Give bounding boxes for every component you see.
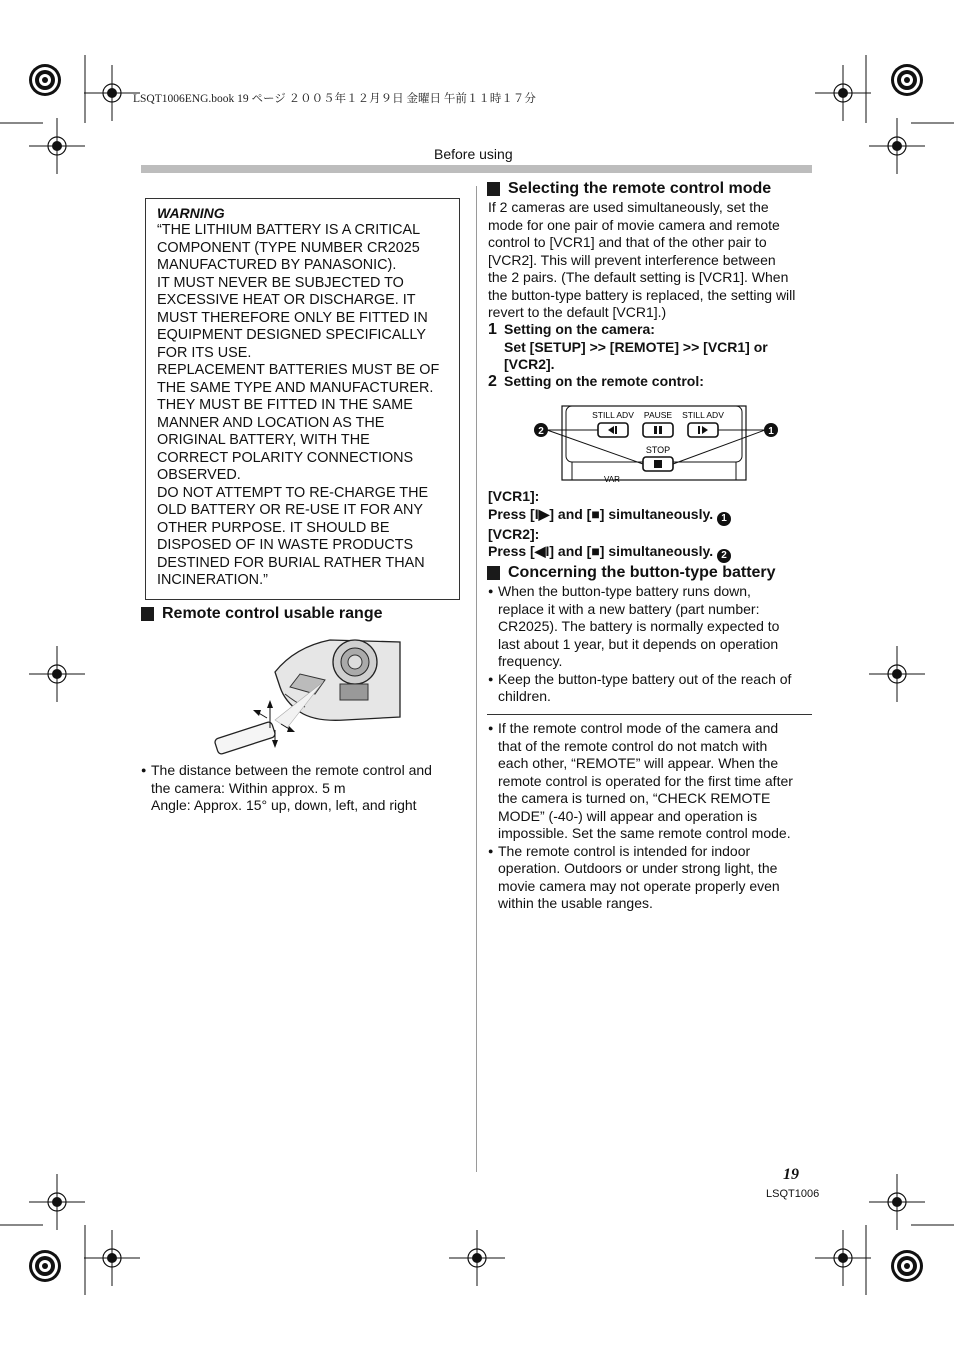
stop-icon xyxy=(654,460,662,468)
mode-heading xyxy=(487,180,771,198)
text-line: movie camera may not operate properly even xyxy=(498,877,780,894)
warning-line: MANUFACTURED BY PANASONIC). xyxy=(157,257,397,273)
text-line: If 2 cameras are used simultaneously, set the xyxy=(488,199,769,215)
mode-intro xyxy=(488,199,813,322)
page-number: 19 xyxy=(783,1166,799,1183)
text-line: replace it with a new battery (part number: xyxy=(498,600,760,617)
text-line: remote control is operated for the first time after xyxy=(498,772,793,789)
text-line: MODE” (-40-) will appear and operation is xyxy=(498,807,758,824)
text-line: the camera: Within approx. 5 m xyxy=(151,779,346,796)
list-item xyxy=(488,671,813,706)
text-line: operation. Outdoors or under strong light, the xyxy=(498,860,778,876)
text-line: Setting on the remote control: xyxy=(504,373,704,389)
usable-range-bullet xyxy=(141,762,461,815)
usable-range-heading xyxy=(141,605,383,623)
battery-heading-text: Concerning the button-type battery xyxy=(508,564,776,581)
section-label: Before using xyxy=(434,146,513,162)
step-number: 2 xyxy=(488,373,497,390)
text-line: children. xyxy=(498,688,551,704)
warning-line: MANNER AND LOCATION AS THE xyxy=(157,414,385,431)
vcr2-press-text: Press [◀I] and [■] simultaneously. xyxy=(488,543,714,559)
vcr1-instruction xyxy=(488,506,731,526)
warning-line: THEY MUST BE FITTED IN THE SAME xyxy=(157,397,413,413)
vcr1-press-text: Press [I▶] and [■] simultaneously. xyxy=(488,505,714,522)
warning-line: EXCESSIVE HEAT OR DISCHARGE. IT xyxy=(157,292,416,308)
warning-line: FOR ITS USE. xyxy=(157,344,252,361)
text-line: Setting on the camera: xyxy=(504,321,655,337)
warning-line: CORRECT POLARITY CONNECTIONS xyxy=(157,449,414,466)
text-line: Set [SETUP] >> [REMOTE] >> [VCR1] or xyxy=(504,338,768,355)
text-line: each other, “REMOTE” will appear. When the xyxy=(498,755,779,771)
warning-line: OLD BATTERY OR RE-USE IT FOR ANY xyxy=(157,502,424,518)
warning-title: WARNING xyxy=(157,205,225,221)
list-item xyxy=(488,720,813,843)
text-line: mode for one pair of movie camera and remote xyxy=(488,216,780,233)
text-line: that of the remote control do not match with xyxy=(498,737,768,754)
still-adv-left-label: STILL ADV xyxy=(592,410,634,420)
vcr-settings xyxy=(488,488,731,563)
pause-button xyxy=(643,423,673,437)
warning-line: “THE LITHIUM BATTERY IS A CRITICAL xyxy=(157,222,421,238)
print-info: LSQT1006ENG.book 19 ページ ２００５年１２月９日 金曜日 午前１１時１７分 xyxy=(133,93,536,105)
list-item xyxy=(488,583,813,671)
camera-range-illustration xyxy=(205,632,405,757)
warning-line: IT MUST NEVER BE SUBJECTED TO xyxy=(157,274,404,291)
step-number: 1 xyxy=(488,321,497,338)
text-line: the camera is turned on, “CHECK REMOTE xyxy=(498,790,771,806)
square-bullet-icon xyxy=(141,607,154,621)
text-line: within the usable ranges. xyxy=(498,895,653,911)
warning-box xyxy=(145,198,460,600)
warning-text xyxy=(157,222,449,590)
vcr2-instruction xyxy=(488,543,731,563)
text-line: revert to the default [VCR1].) xyxy=(488,304,667,320)
var-label: VAR xyxy=(604,475,620,484)
mode-heading-text: Selecting the remote control mode xyxy=(508,180,772,197)
step-1 xyxy=(488,321,768,374)
warning-line: ORIGINAL BATTERY, WITH THE xyxy=(157,432,370,448)
step-2 xyxy=(488,373,704,391)
text-line: [VCR2]. xyxy=(504,356,555,372)
text-line: impossible. Set the same remote control mode. xyxy=(498,825,791,841)
text-line: the 2 pairs. (The default setting is [VCR1]. When xyxy=(488,269,789,285)
stop-label: STOP xyxy=(645,445,671,455)
marker-1-label: 1 xyxy=(768,426,774,437)
model-number: LSQT1006 xyxy=(766,1188,820,1200)
notes-bullets xyxy=(488,720,813,913)
text-line: last about 1 year, but it depends on operation xyxy=(498,635,779,652)
text-line: Angle: Approx. 15° up, down, left, and right xyxy=(151,797,417,813)
remote-buttons-diagram xyxy=(530,402,780,484)
text-line: ● If the remote control mode of the camera and xyxy=(498,720,779,736)
marker-1-icon: 1 xyxy=(717,512,731,526)
header-bar xyxy=(141,165,812,173)
vcr1-label: [VCR1]: xyxy=(488,488,540,504)
warning-line: REPLACEMENT BATTERIES MUST BE OF xyxy=(157,362,440,378)
usable-range-heading-text: Remote control usable range xyxy=(162,605,383,622)
warning-line: EQUIPMENT DESIGNED SPECIFICALLY xyxy=(157,327,426,343)
pause-icon xyxy=(654,426,657,434)
column-divider xyxy=(476,186,477,1172)
still-adv-right-label: STILL ADV xyxy=(682,410,724,420)
text-line: CR2025). The battery is normally expected to xyxy=(498,618,780,634)
battery-heading xyxy=(487,564,776,582)
text-line: frequency. xyxy=(498,653,563,669)
warning-line: THE SAME TYPE AND MANUFACTURER. xyxy=(157,379,434,396)
notes-divider xyxy=(487,714,812,715)
warning-line: OBSERVED. xyxy=(157,467,241,483)
list-item xyxy=(488,843,813,913)
text-line: [VCR2]. This will prevent interference between xyxy=(488,251,776,268)
square-bullet-icon xyxy=(487,566,500,580)
vcr2-label: [VCR2]: xyxy=(488,525,540,542)
battery-bullets xyxy=(488,583,813,706)
marker-2-icon: 2 xyxy=(717,549,731,563)
text-line: control to [VCR1] and that of the other pair to xyxy=(488,234,767,250)
warning-line: DESTINED FOR BURIAL RATHER THAN xyxy=(157,554,425,571)
warning-line: DO NOT ATTEMPT TO RE-CHARGE THE xyxy=(157,484,429,501)
warning-line: COMPONENT (TYPE NUMBER CR2025 xyxy=(157,239,420,256)
text-line: ● The remote control is intended for indoor xyxy=(498,842,751,859)
text-line: ● The distance between the remote control and xyxy=(151,762,432,778)
warning-line: MUST THEREFORE ONLY BE FITTED IN xyxy=(157,309,428,326)
pause-label: PAUSE xyxy=(643,410,673,420)
text-line: the button-type battery is replaced, the setting will xyxy=(488,286,796,303)
warning-line: DISPOSED OF IN WASTE PRODUCTS xyxy=(157,537,414,553)
marker-2-label: 2 xyxy=(538,426,544,437)
warning-line: OTHER PURPOSE. IT SHOULD BE xyxy=(157,519,390,536)
text-line: ● Keep the button-type battery out of the reach of xyxy=(498,670,792,687)
warning-line: INCINERATION.” xyxy=(157,572,268,588)
text-line: ● When the button-type battery runs down, xyxy=(498,583,751,599)
list-item xyxy=(141,762,461,815)
square-bullet-icon xyxy=(487,182,500,196)
